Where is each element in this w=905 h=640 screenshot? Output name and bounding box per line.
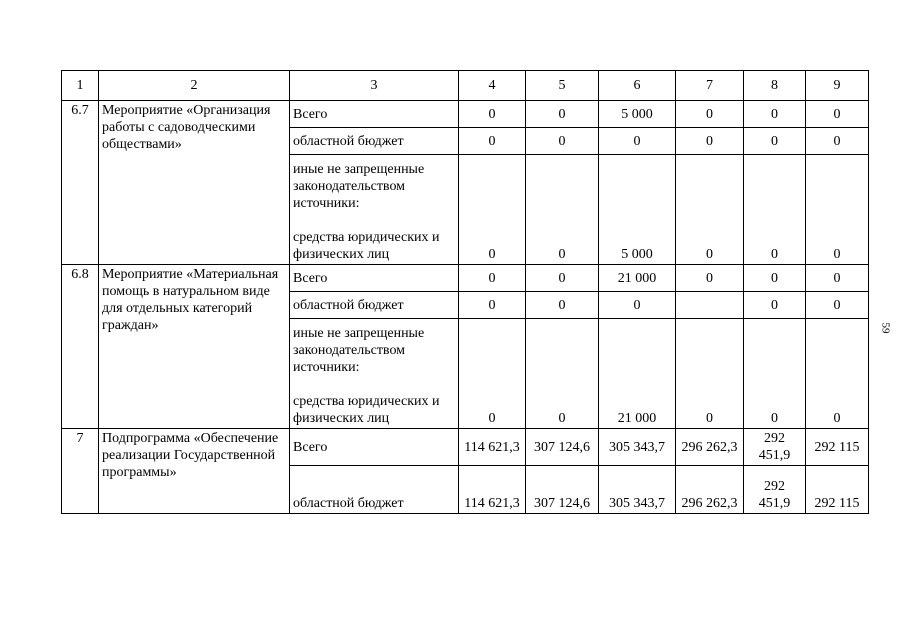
value-cell: 305 343,7 (599, 429, 676, 466)
header-cell: 2 (99, 71, 290, 101)
row-name: Мероприятие «Материальная помощь в натуральном виде для отдельных категорий граждан» (99, 265, 290, 429)
value-cell: 0 (806, 319, 869, 429)
line-label: областной бюджет (290, 128, 459, 155)
value-cell: 0 (459, 265, 526, 292)
header-cell: 5 (526, 71, 599, 101)
value-cell: 305 343,7 (599, 466, 676, 514)
line-sublabel: средства юридических и физических лиц (293, 394, 440, 426)
value-cell: 0 (599, 128, 676, 155)
value-cell: 0 (599, 292, 676, 319)
header-cell: 6 (599, 71, 676, 101)
value-cell: 5 000 (599, 155, 676, 265)
line-sublabel: средства юридических и физических лиц (293, 230, 440, 262)
row-name: Подпрограмма «Обеспечение реализации Государственной программы» (99, 429, 290, 514)
header-cell: 3 (290, 71, 459, 101)
header-cell: 9 (806, 71, 869, 101)
value-cell: 0 (744, 128, 806, 155)
value-cell: 0 (676, 128, 744, 155)
value-cell: 296 262,3 (676, 429, 744, 466)
value-cell: 0 (806, 292, 869, 319)
value-cell: 0 (676, 265, 744, 292)
header-cell: 7 (676, 71, 744, 101)
value-cell: 0 (744, 292, 806, 319)
line-label: областной бюджет (290, 466, 459, 514)
value-cell: 307 124,6 (526, 429, 599, 466)
line-label: Всего (290, 101, 459, 128)
value-cell: 307 124,6 (526, 466, 599, 514)
table-row (62, 101, 869, 128)
value-cell: 0 (806, 155, 869, 265)
value-cell: 292 451,9 (744, 466, 806, 514)
value-cell: 0 (744, 101, 806, 128)
value-cell: 0 (526, 101, 599, 128)
row-number: 7 (62, 429, 99, 514)
value-cell: 0 (459, 292, 526, 319)
value-cell: 5 000 (599, 101, 676, 128)
value-cell: 0 (806, 265, 869, 292)
value-cell: 0 (526, 265, 599, 292)
value-cell: 0 (744, 265, 806, 292)
value-cell: 0 (459, 319, 526, 429)
line-label: Всего (290, 265, 459, 292)
value-cell: 292 115 (806, 466, 869, 514)
value-cell: 0 (744, 319, 806, 429)
value-cell: 114 621,3 (459, 429, 526, 466)
value-cell: 292 451,9 (744, 429, 806, 466)
value-cell (676, 292, 744, 319)
budget-table (61, 70, 869, 514)
row-number: 6.7 (62, 101, 99, 265)
line-label: иные не запрещенные законодательством источники: (293, 326, 425, 375)
value-cell: 0 (526, 128, 599, 155)
value-cell: 21 000 (599, 319, 676, 429)
table-row (62, 265, 869, 292)
value-cell: 0 (806, 101, 869, 128)
header-row (62, 71, 869, 101)
line-label: иные не запрещенные законодательством источники: (293, 162, 425, 211)
value-cell: 0 (526, 155, 599, 265)
value-cell: 114 621,3 (459, 466, 526, 514)
value-cell: 0 (459, 101, 526, 128)
value-cell: 0 (526, 292, 599, 319)
value-cell: 0 (459, 128, 526, 155)
line-label: Всего (290, 429, 459, 466)
table-row (62, 429, 869, 466)
value-cell: 0 (676, 319, 744, 429)
value-cell: 296 262,3 (676, 466, 744, 514)
value-cell: 0 (526, 319, 599, 429)
line-label-block (290, 319, 459, 429)
line-label: областной бюджет (290, 292, 459, 319)
value-cell: 0 (806, 128, 869, 155)
value-cell: 0 (676, 101, 744, 128)
row-number: 6.8 (62, 265, 99, 429)
header-cell: 1 (62, 71, 99, 101)
row-name: Мероприятие «Организация работы с садоводческими обществами» (99, 101, 290, 265)
value-cell: 0 (459, 155, 526, 265)
header-cell: 4 (459, 71, 526, 101)
value-cell: 0 (744, 155, 806, 265)
value-cell: 292 115 (806, 429, 869, 466)
value-cell: 0 (676, 155, 744, 265)
page-number: 59 (879, 322, 892, 334)
header-cell: 8 (744, 71, 806, 101)
value-cell: 21 000 (599, 265, 676, 292)
line-label-block (290, 155, 459, 265)
